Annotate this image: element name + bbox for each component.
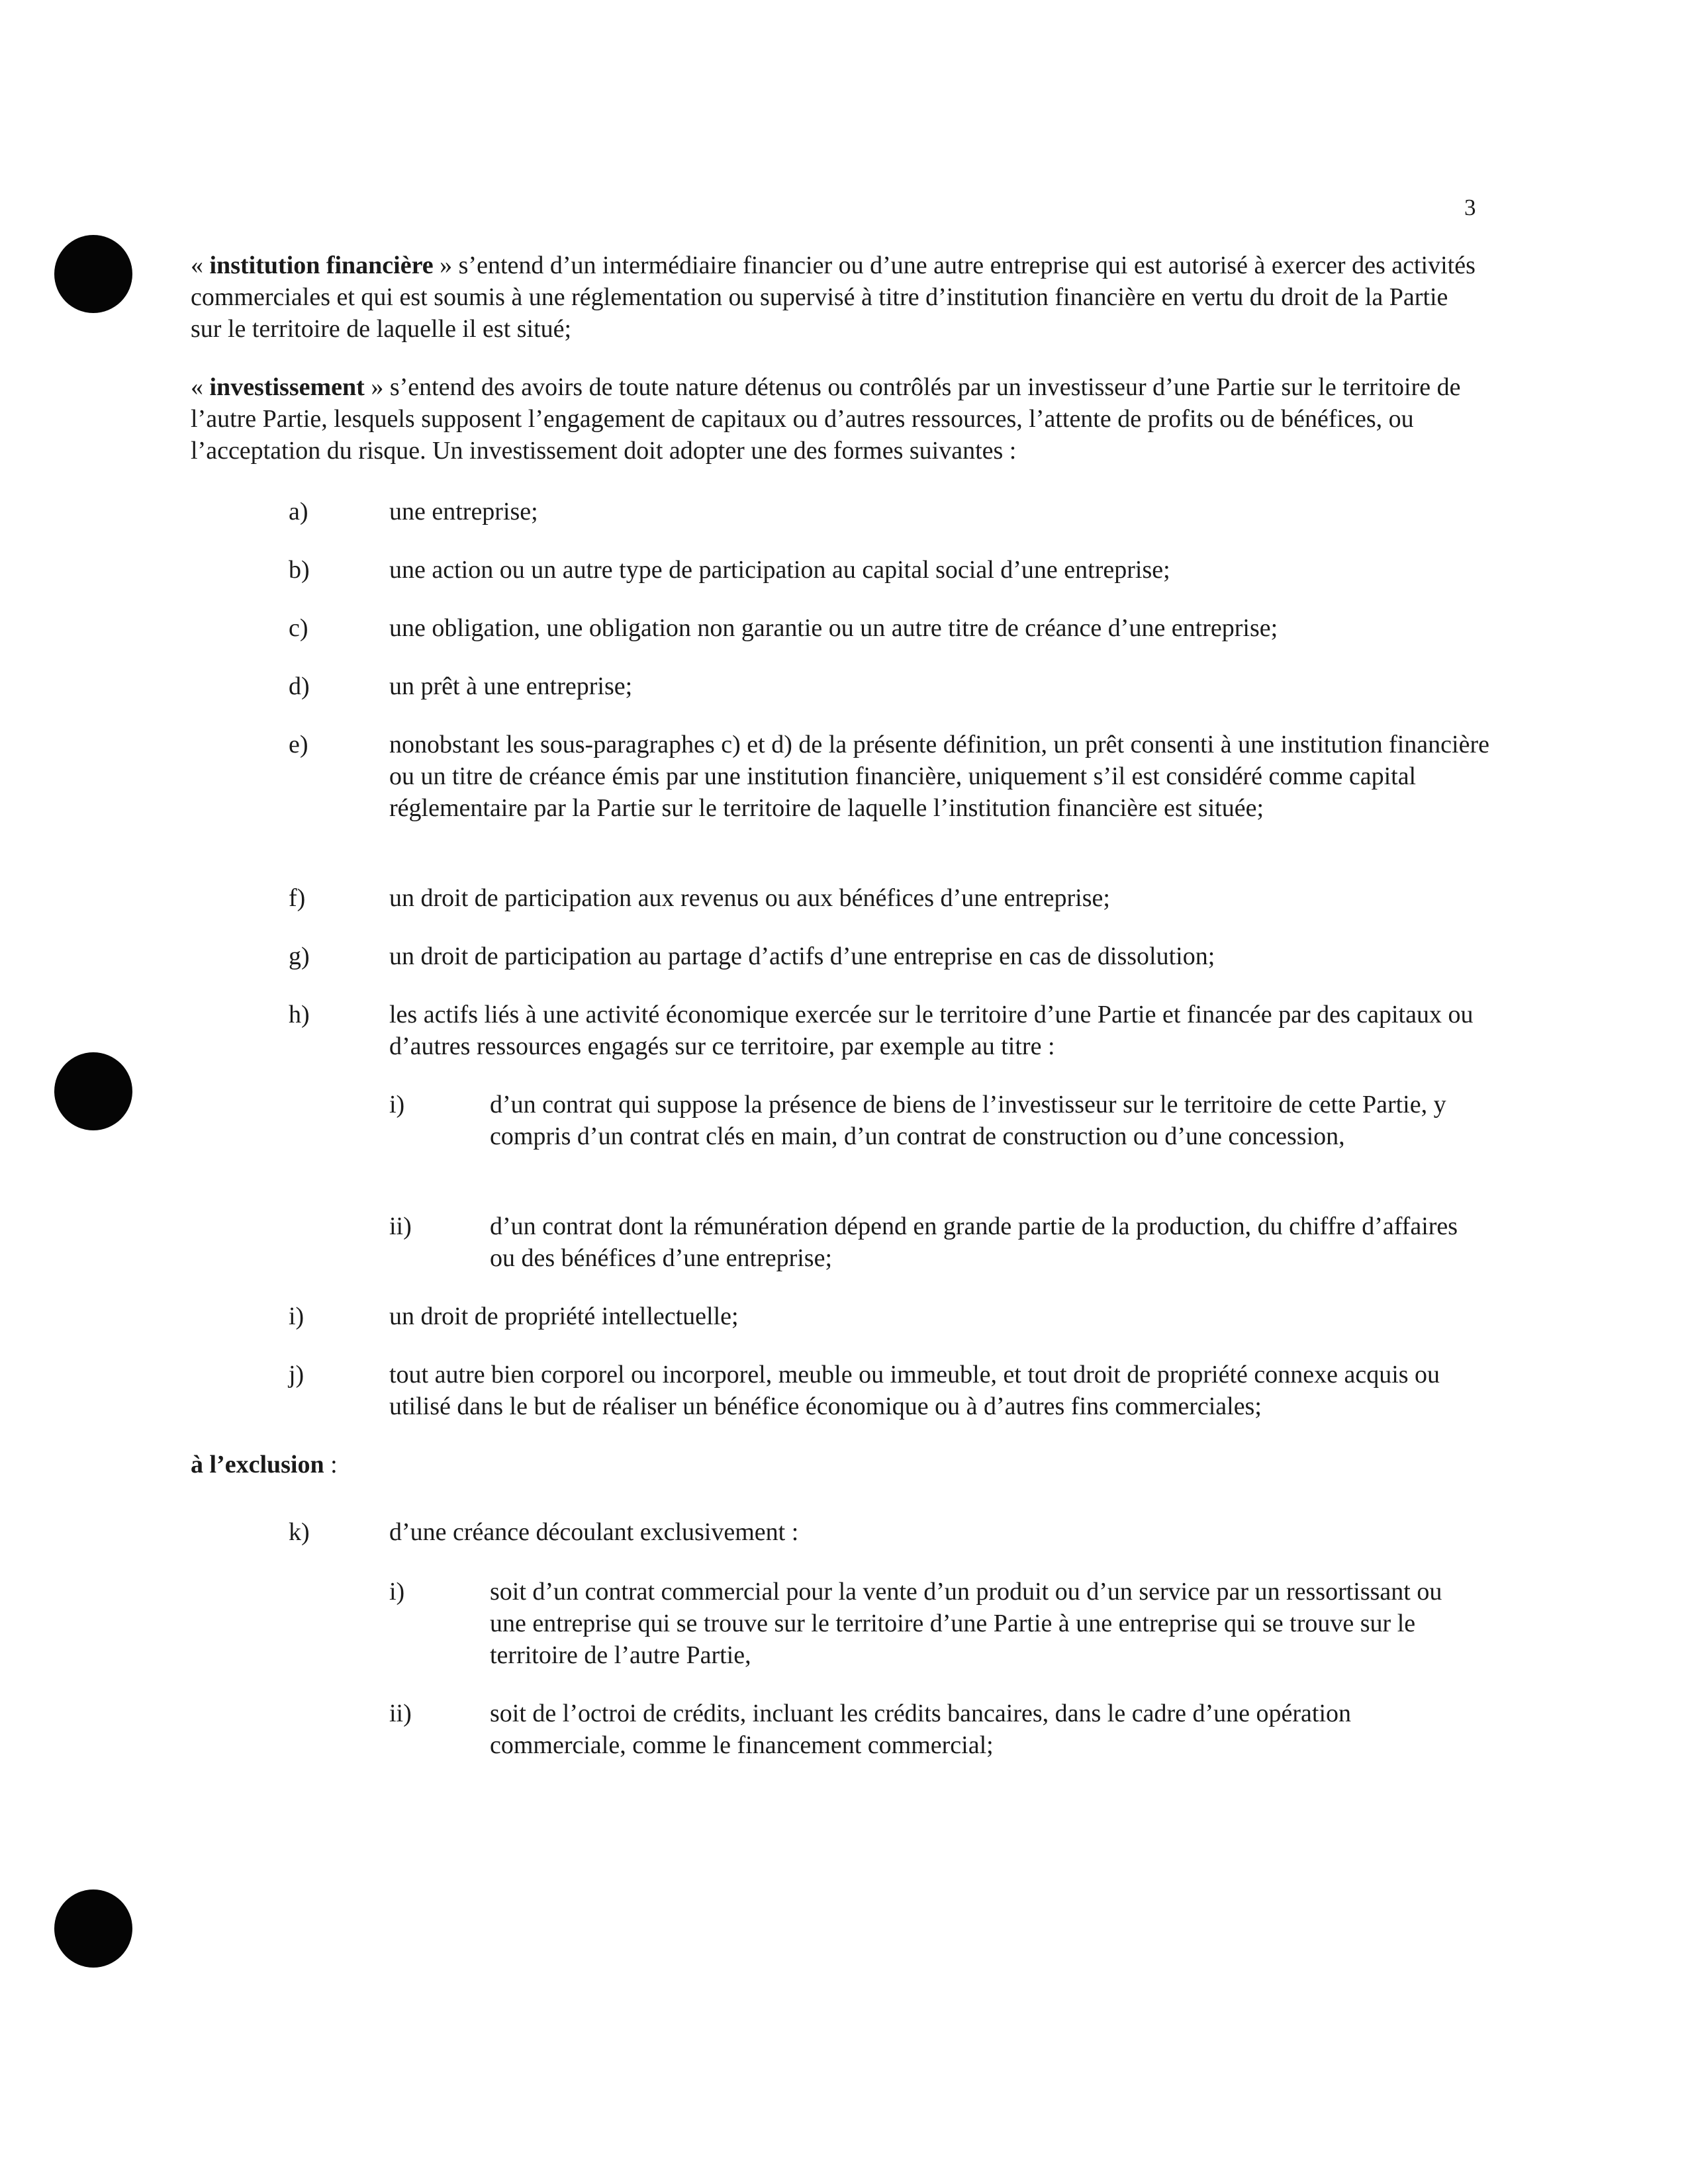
item-text: un droit de propriété intellectuelle;: [389, 1302, 739, 1330]
punch-hole-top: [54, 235, 132, 313]
item-label: a): [289, 498, 308, 525]
item-text: un prêt à une entreprise;: [389, 672, 633, 700]
item-label: b): [289, 556, 310, 584]
item-label: ii): [389, 1700, 412, 1727]
item-text: soit de l’octroi de crédits, incluant les crédits bancaires, dans le cadre d’une opération commerciale, comme le financement commercial;: [490, 1700, 1351, 1759]
item-text: d’une créance découlant exclusivement :: [389, 1518, 799, 1546]
exclusion-suffix: :: [324, 1451, 338, 1479]
item-label: i): [389, 1578, 405, 1606]
item-label: f): [289, 884, 306, 912]
item-text: tout autre bien corporel ou incorporel, meuble ou immeuble, et tout droit de propriété connexe acquis ou utilisé dans le but de réaliser un bénéfice économique ou à d’autres fins commerciales;: [389, 1361, 1440, 1420]
item-label: k): [289, 1518, 310, 1546]
item-label: i): [389, 1091, 405, 1118]
definition-text: » s’entend d’un intermédiaire financier ou d’une autre entreprise qui est autorisé à exercer des activités commerciales et qui est soumis à une réglementation ou supervisé à titre d’institution financière en vertu du droit de la Partie sur le territoire de laquelle il est situé;: [191, 251, 1476, 343]
item-label: h): [289, 1001, 310, 1028]
item-text: un droit de participation aux revenus ou aux bénéfices d’une entreprise;: [389, 884, 1110, 912]
punch-hole-bottom: [54, 1889, 132, 1968]
definition-investissement: [191, 371, 1481, 467]
open-quote: «: [191, 251, 210, 279]
item-label: i): [289, 1302, 305, 1330]
defined-term: investissement: [209, 373, 365, 401]
item-label: g): [289, 942, 310, 970]
open-quote: «: [191, 373, 210, 401]
definition-institution-financiere: [191, 250, 1481, 345]
item-text: un droit de participation au partage d’actifs d’une entreprise en cas de dissolution;: [389, 942, 1215, 970]
item-text: les actifs liés à une activité économique exercée sur le territoire d’une Partie et financée par des capitaux ou d’autres ressources engagés sur ce territoire, par exemple au titre :: [389, 1001, 1474, 1060]
punch-hole-middle: [54, 1052, 132, 1130]
item-text: une entreprise;: [389, 498, 538, 525]
item-text: nonobstant les sous-paragraphes c) et d) de la présente définition, un prêt consenti à une institution financière ou un titre de créance émis par une institution financière, uniquement s’il est considéré comme capital réglementaire par la Partie sur le territoire de laquelle l’institution financière est située;: [389, 731, 1489, 822]
item-label: ii): [389, 1212, 412, 1240]
item-text: d’un contrat dont la rémunération dépend en grande partie de la production, du chiffre d’affaires ou des bénéfices d’une entreprise;: [490, 1212, 1458, 1272]
item-label: c): [289, 614, 308, 642]
definition-text: » s’entend des avoirs de toute nature détenus ou contrôlés par un investisseur d’une Partie sur le territoire de l’autre Partie, lesquels supposent l’engagement de capitaux ou d’autres ressources, l’attente de profits ou de bénéfices, ou l’acceptation du risque. Un investissement doit adopter une des formes suivantes :: [191, 373, 1461, 465]
item-text: une obligation, une obligation non garantie ou un autre titre de créance d’une entreprise;: [389, 614, 1278, 642]
item-label: e): [289, 731, 308, 758]
item-label: j): [289, 1361, 305, 1388]
exclusion-heading: [191, 1449, 338, 1480]
defined-term: institution financière: [209, 251, 434, 279]
item-text: une action ou un autre type de participation au capital social d’une entreprise;: [389, 556, 1170, 584]
page-number: 3: [1464, 195, 1476, 220]
item-text: soit d’un contrat commercial pour la vente d’un produit ou d’un service par un ressortissant ou une entreprise qui se trouve sur le territoire d’une Partie à une entreprise qui se trouve sur le territoire de l’autre Partie,: [490, 1578, 1442, 1669]
item-label: d): [289, 672, 310, 700]
item-text: d’un contrat qui suppose la présence de biens de l’investisseur sur le territoire de cette Partie, y compris d’un contrat clés en main, d’un contrat de construction ou d’une concession,: [490, 1091, 1446, 1150]
exclusion-term: à l’exclusion: [191, 1451, 324, 1479]
